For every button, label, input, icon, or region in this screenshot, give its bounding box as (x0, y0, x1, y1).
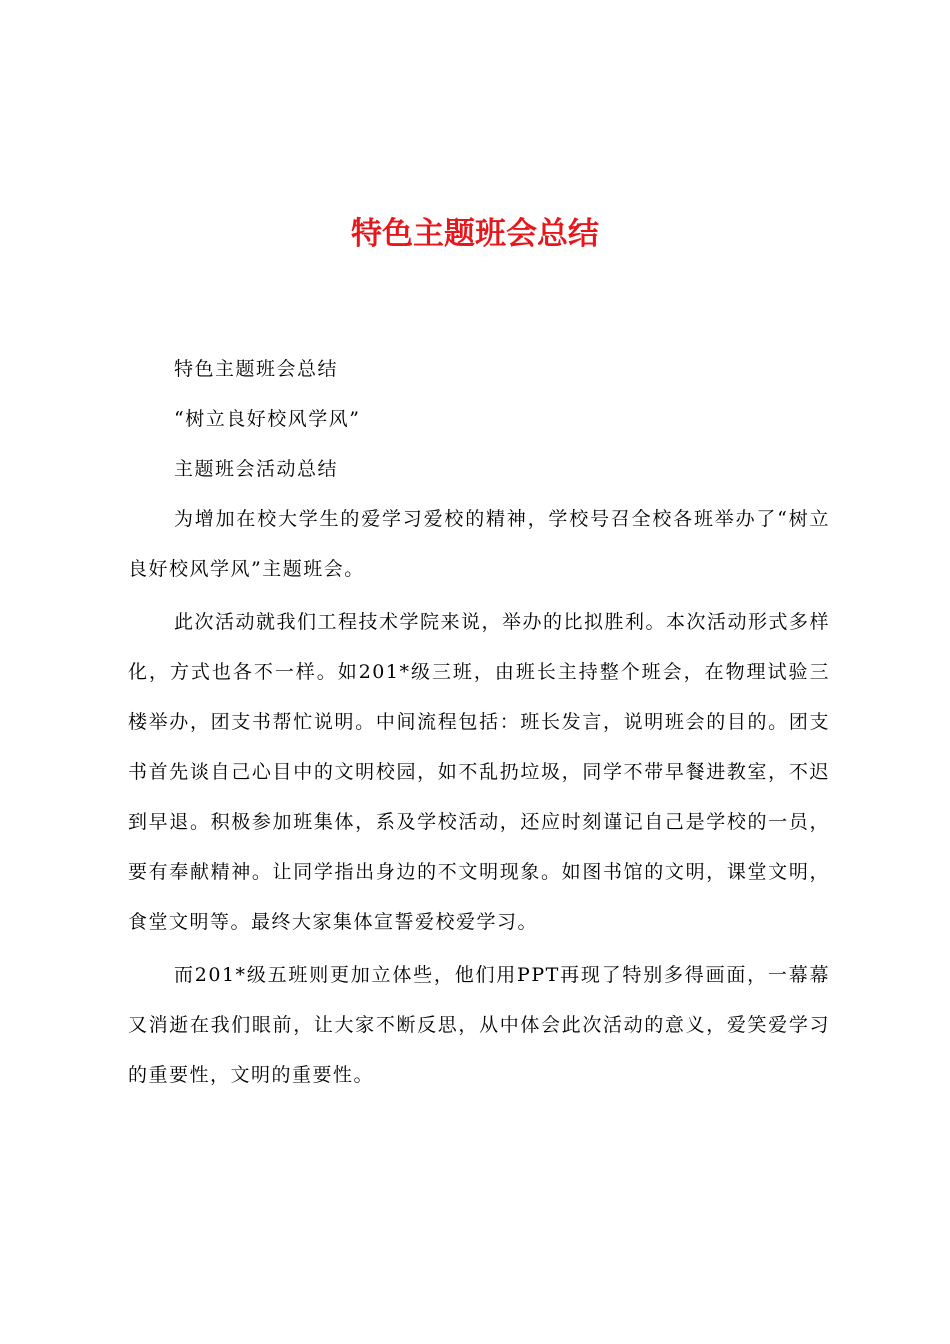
paragraph-subtitle: 特色主题班会总结 (174, 358, 339, 380)
paragraph-theme: “树立良好校风学风” (174, 408, 361, 430)
document-body (128, 344, 830, 1100)
document-title: 特色主题班会总结 (351, 216, 599, 252)
paragraph-heading: 主题班会活动总结 (174, 458, 339, 480)
paragraph-intro: 为增加在校大学生的爱学习爱校的精神，学校号召全校各班举办了“树立良好校风学风”主题班会。 (128, 508, 830, 580)
paragraph-class-three: 此次活动就我们工程技术学院来说，举办的比拟胜利。本次活动形式多样化，方式也各不一样。如201*级三班，由班长主持整个班会，在物理试验三楼举办，团支书帮忙说明。中间流程包括：班长发言，说明班会的目的。团支书首先谈自己心目中的文明校园，如不乱扔垃圾，同学不带早餐进教室，不迟到早退。积极参加班集体，系及学校活动，还应时刻谨记自己是学校的一员，要有奉献精神。让同学指出身边的不文明现象。如图书馆的文明，课堂文明，食堂文明等。最终大家集体宣誓爱校爱学习。 (128, 611, 831, 933)
paragraph-class-five: 而201*级五班则更加立体些，他们用PPT再现了特别多得画面，一幕幕又消逝在我们眼前，让大家不断反思，从中体会此次活动的意义，爱笑爱学习的重要性，文明的重要性。 (128, 964, 830, 1086)
